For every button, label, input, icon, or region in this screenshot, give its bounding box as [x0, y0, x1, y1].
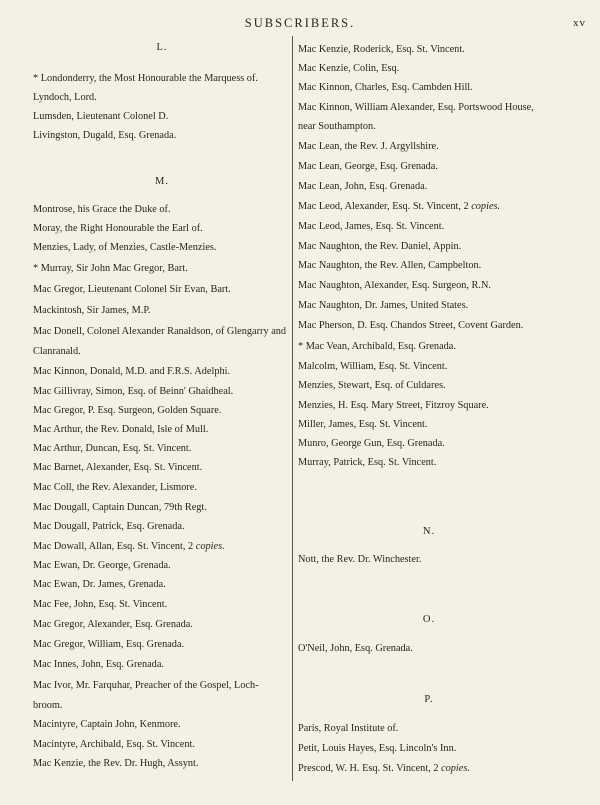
section-heading-m: M. [155, 176, 169, 187]
list-item: Macintyre, Captain John, Kenmore. [33, 719, 181, 730]
list-item: Lumsden, Lieutenant Colonel D. [33, 111, 169, 122]
list-item: Mac Innes, John, Esq. Grenada. [33, 659, 164, 670]
list-item: Mac Leod, Alexander, Esq. St. Vincent, 2 copies. [298, 201, 501, 212]
section-heading-p: P. [424, 694, 434, 705]
list-item: Mac Lean, John, Esq. Grenada. [298, 181, 428, 192]
list-item: Petit, Louis Hayes, Esq. Lincoln's Inn. [298, 743, 457, 754]
list-item: Menzies, Stewart, Esq. of Culdares. [298, 380, 446, 391]
section-heading-l: L. [156, 42, 168, 53]
list-item: * Londonderry, the Most Honourable the Marquess of. [33, 73, 258, 84]
list-item: Mac Dougall, Patrick, Esq. Grenada. [33, 521, 185, 532]
list-item: Livingston, Dugald, Esq. Grenada. [33, 130, 177, 141]
list-item: Mac Pherson, D. Esq. Chandos Street, Covent Garden. [298, 320, 524, 331]
list-item: Mac Leod, James, Esq. St. Vincent. [298, 221, 445, 232]
page-number: xv [573, 17, 586, 29]
list-item: Mac Lean, George, Esq. Grenada. [298, 161, 438, 172]
list-item: Mac Kinnon, Charles, Esq. Cambden Hill. [298, 82, 473, 93]
list-item: Mac Kinnon, Donald, M.D. and F.R.S. Adelphi. [33, 366, 231, 377]
list-item: Mac Donell, Colonel Alexander Ranaldson, of Glengarry and [33, 326, 287, 337]
list-item: * Murray, Sir John Mac Gregor, Bart. [33, 263, 188, 274]
list-item: Menzies, Lady, of Menzies, Castle-Menzies. [33, 242, 217, 253]
list-item: Mac Barnet, Alexander, Esq. St. Vincent. [33, 462, 203, 473]
list-item: Mac Ivor, Mr. Farquhar, Preacher of the Gospel, Loch- [33, 680, 259, 691]
list-item: Mac Ewan, Dr. George, Grenada. [33, 560, 171, 571]
list-item: Mackintosh, Sir James, M.P. [33, 305, 151, 316]
section-heading-o: O. [422, 614, 436, 625]
list-item: Malcolm, William, Esq. St. Vincent. [298, 361, 448, 372]
list-item: Mac Gregor, William, Esq. Grenada. [33, 639, 185, 650]
list-item: Murray, Patrick, Esq. St. Vincent. [298, 457, 437, 468]
list-item: Mac Arthur, the Rev. Donald, Isle of Mull. [33, 424, 209, 435]
list-item: Lyndoch, Lord. [33, 92, 97, 103]
list-item: Mac Naughton, Alexander, Esq. Surgeon, R.N. [298, 280, 492, 291]
list-item: Mac Gillivray, Simon, Esq. of Beinn' Ghaidheal. [33, 386, 234, 397]
list-item: Clanranald. [33, 346, 81, 357]
list-item: Mac Kenzie, the Rev. Dr. Hugh, Assynt. [33, 758, 199, 769]
list-item: Mac Ewan, Dr. James, Grenada. [33, 579, 166, 590]
list-item: Mac Naughton, the Rev. Daniel, Appin. [298, 241, 462, 252]
list-item: O'Neil, John, Esq. Grenada. [298, 643, 413, 654]
page-title: SUBSCRIBERS. [244, 16, 356, 30]
list-item: Mac Gregor, Alexander, Esq. Grenada. [33, 619, 193, 630]
list-item: Mac Gregor, Lieutenant Colonel Sir Evan, Bart. [33, 284, 231, 295]
list-item: Mac Arthur, Duncan, Esq. St. Vincent. [33, 443, 192, 454]
list-item: Nott, the Rev. Dr. Winchester. [298, 554, 422, 565]
list-item: Mac Kinnon, William Alexander, Esq. Portswood House, [298, 102, 534, 113]
section-heading-n: N. [422, 526, 436, 537]
list-item: Menzies, H. Esq. Mary Street, Fitzroy Square. [298, 400, 489, 411]
list-item: Prescod, W. H. Esq. St. Vincent, 2 copies. [298, 763, 470, 774]
list-item: * Mac Vean, Archibald, Esq. Grenada. [298, 341, 456, 352]
list-item: Mac Kenzie, Roderick, Esq. St. Vincent. [298, 44, 465, 55]
column-divider [292, 36, 293, 781]
list-item: Mac Fee, John, Esq. St. Vincent. [33, 599, 168, 610]
list-item: Mac Dowall, Allan, Esq. St. Vincent, 2 copies. [33, 541, 225, 552]
list-item: Moray, the Right Honourable the Earl of. [33, 223, 203, 234]
list-item: Mac Dougall, Captain Duncan, 79th Regt. [33, 502, 207, 513]
list-item: Miller, James, Esq. St. Vincent. [298, 419, 428, 430]
list-item: near Southampton. [298, 121, 376, 132]
list-item: Mac Naughton, the Rev. Allen, Campbelton. [298, 260, 482, 271]
list-item: Macintyre, Archibald, Esq. St. Vincent. [33, 739, 195, 750]
list-item: broom. [33, 700, 63, 711]
list-item: Mac Kenzie, Colin, Esq. [298, 63, 400, 74]
list-item: Mac Coll, the Rev. Alexander, Lismore. [33, 482, 197, 493]
list-item: Munro, George Gun, Esq. Grenada. [298, 438, 445, 449]
list-item: Paris, Royal Institute of. [298, 723, 399, 734]
right-column [298, 40, 560, 805]
list-item: Mac Lean, the Rev. J. Argyllshire. [298, 141, 439, 152]
list-item: Mac Naughton, Dr. James, United States. [298, 300, 469, 311]
left-column [33, 40, 291, 805]
list-item: Mac Gregor, P. Esq. Surgeon, Golden Square. [33, 405, 222, 416]
list-item: Montrose, his Grace the Duke of. [33, 204, 171, 215]
